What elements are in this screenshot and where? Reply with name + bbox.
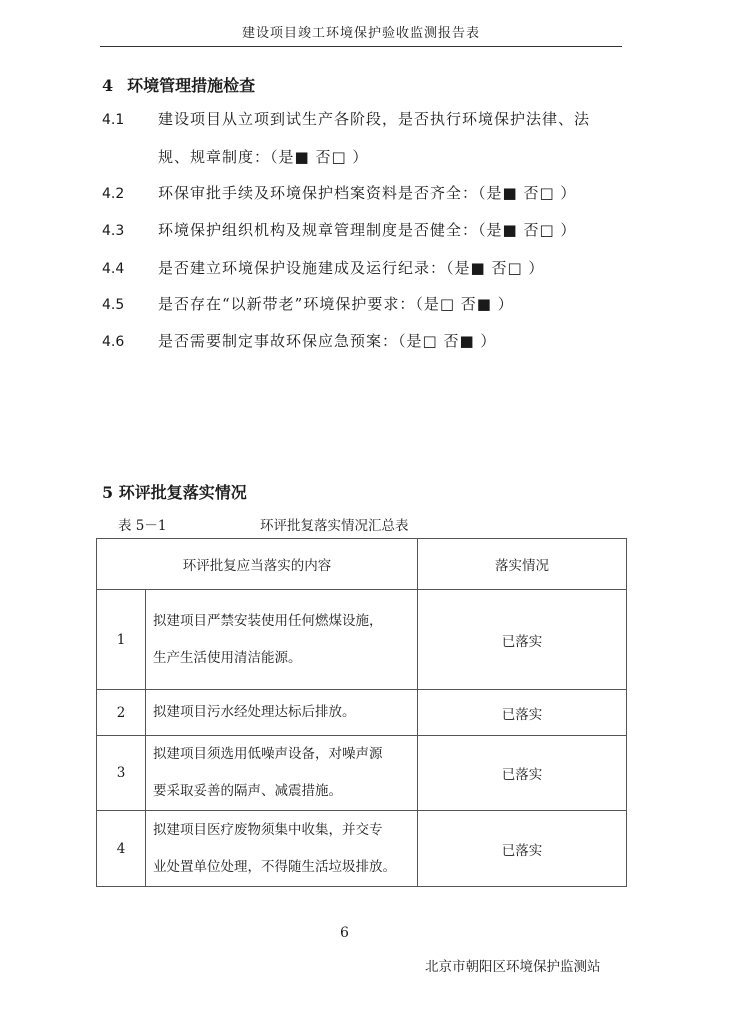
row-status: 已落实	[418, 811, 627, 887]
item-text: 建设项目从立项到试生产各阶段，是否执行环境保护法律、法	[158, 110, 591, 128]
footer-organization: 北京市朝阳区环境保护监测站	[425, 959, 601, 975]
row-content	[146, 736, 418, 811]
item-number: 4.3	[102, 223, 125, 239]
section-4-title	[102, 73, 255, 96]
checklist-item-4-1	[102, 110, 590, 129]
row-content-line: 要采取妥善的隔声、减震措施。	[153, 783, 342, 799]
section-5-title: 5 环评批复落实情况	[102, 483, 247, 502]
section-4-heading: 环境管理措施检查	[127, 76, 256, 95]
table-header-row	[97, 539, 627, 590]
checklist-item-4-2	[102, 184, 576, 203]
row-status: 已落实	[418, 736, 627, 811]
table-row	[97, 811, 627, 887]
item-text: 环保审批手续及环境保护档案资料是否齐全：（是■ 否□ ）	[158, 184, 577, 202]
row-status: 已落实	[418, 590, 627, 690]
approval-summary-table	[96, 538, 627, 887]
item-number: 4.2	[102, 186, 125, 202]
row-content-line: 拟建项目医疗废物须集中收集，并交专	[153, 821, 383, 838]
table-row	[97, 736, 627, 811]
header-rule	[100, 46, 622, 47]
row-content	[146, 590, 418, 690]
item-text: 是否存在“以新带老”环境保护要求：（是□ 否■ ）	[158, 295, 514, 313]
section-4-number: 4	[102, 76, 114, 95]
table-label: 表 5－1	[118, 518, 167, 534]
column-header-content: 环评批复应当落实的内容	[97, 539, 418, 590]
item-number: 4.5	[102, 297, 125, 313]
row-content	[146, 690, 418, 736]
row-status: 已落实	[418, 690, 627, 736]
row-content	[146, 811, 418, 887]
checklist-item-4-5	[102, 295, 514, 314]
table-row	[97, 690, 627, 736]
item-text: 是否建立环境保护设施建成及运行纪录：（是■ 否□ ）	[158, 259, 545, 277]
checklist-item-4-1-continued: 规、规章制度：（是■ 否□ ）	[158, 148, 369, 166]
row-content-line: 拟建项目污水经处理达标后排放。	[153, 704, 356, 720]
item-number: 4.1	[102, 112, 125, 128]
item-text: 是否需要制定事故环保应急预案：（是□ 否■ ）	[158, 332, 497, 350]
table-title: 环评批复落实情况汇总表	[260, 518, 409, 534]
row-content-line: 生产生活使用清洁能源。	[153, 649, 302, 666]
checklist-item-4-3	[102, 221, 576, 240]
item-number: 4.6	[102, 334, 125, 350]
row-content-line: 拟建项目严禁安装使用任何燃煤设施，	[153, 612, 383, 629]
row-content-line: 拟建项目须选用低噪声设备，对噪声源	[153, 746, 383, 762]
row-index: 2	[97, 690, 146, 736]
checklist-item-4-6	[102, 332, 496, 351]
page-header: 建设项目竣工环境保护验收监测报告表	[241, 26, 480, 41]
checklist-item-4-4	[102, 259, 544, 278]
row-index: 4	[97, 811, 146, 887]
table-row	[97, 590, 627, 690]
page-number: 6	[340, 925, 349, 941]
row-index: 3	[97, 736, 146, 811]
column-header-status: 落实情况	[418, 539, 627, 590]
row-content-line: 业处置单位处理，不得随生活垃圾排放。	[153, 858, 396, 875]
row-index: 1	[97, 590, 146, 690]
item-text: 环境保护组织机构及规章管理制度是否健全：（是■ 否□ ）	[158, 221, 577, 239]
item-number: 4.4	[102, 261, 125, 277]
